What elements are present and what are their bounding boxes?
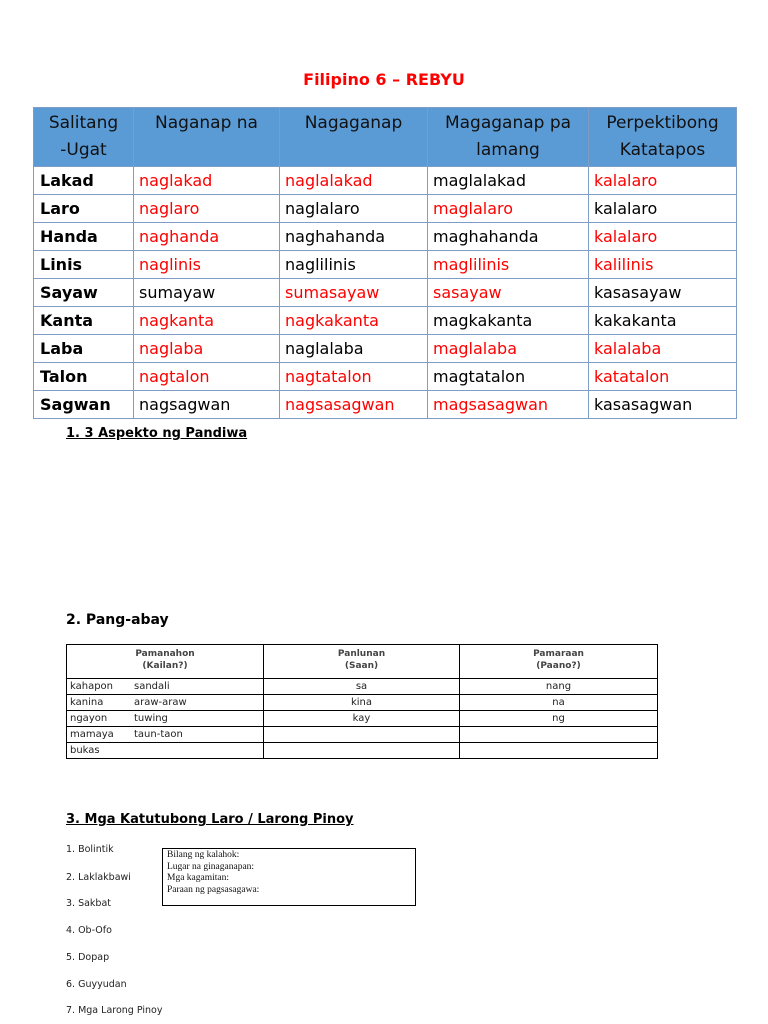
verb-row: [34, 279, 737, 307]
root-word: Handa: [34, 223, 134, 251]
verb-table-header-row: [34, 108, 737, 167]
perpektibo-cell: kalalaro: [589, 167, 737, 195]
section-3-heading: 3. Mga Katutubong Laro / Larong Pinoy: [66, 812, 354, 827]
naganap-cell: naghanda: [134, 223, 280, 251]
verb-aspect-table: [33, 107, 737, 419]
magaganap-cell: maglalakad: [428, 167, 589, 195]
pamaraan-cell: nang: [460, 679, 658, 695]
naganap-cell: naglaro: [134, 195, 280, 223]
header-pamaraan: [460, 645, 658, 679]
pang-abay-row: [67, 695, 658, 711]
naganap-cell: naglinis: [134, 251, 280, 279]
verb-row: [34, 251, 737, 279]
perpektibo-cell: kalalaro: [589, 223, 737, 251]
verb-row: [34, 307, 737, 335]
naganap-cell: nagtalon: [134, 363, 280, 391]
header-magaganap: Magaganap pa lamang: [428, 108, 589, 167]
nagaganap-cell: naghahanda: [280, 223, 428, 251]
panlunan-cell: [264, 727, 460, 743]
page-title: Filipino 6 – REBYU: [303, 70, 465, 89]
header-nagaganap: Nagaganap: [280, 108, 428, 167]
pang-abay-row: [67, 711, 658, 727]
perpektibo-cell: kakakanta: [589, 307, 737, 335]
header-naganap: Naganap na: [134, 108, 280, 167]
header-panlunan: [264, 645, 460, 679]
root-word: Linis: [34, 251, 134, 279]
pamaraan-cell: na: [460, 695, 658, 711]
header-question: (Paano?): [536, 661, 581, 671]
header-question: (Kailan?): [142, 661, 188, 671]
section-2-heading: 2. Pang-abay: [66, 612, 169, 628]
pang-abay-table: [66, 644, 658, 759]
header-name: Pamanahon: [135, 649, 195, 659]
game-info-box: [162, 848, 416, 906]
magaganap-cell: maglalaba: [428, 335, 589, 363]
panlunan-cell: [264, 743, 460, 759]
verb-row: [34, 363, 737, 391]
perpektibo-cell: kasasayaw: [589, 279, 737, 307]
header-name: Pamaraan: [533, 649, 584, 659]
pang-abay-row: [67, 727, 658, 743]
info-line: Mga kagamitan:: [167, 873, 229, 883]
magaganap-cell: magkakanta: [428, 307, 589, 335]
perpektibo-cell: kalalaba: [589, 335, 737, 363]
root-word: Kanta: [34, 307, 134, 335]
naganap-cell: nagkanta: [134, 307, 280, 335]
magaganap-cell: magtatalon: [428, 363, 589, 391]
root-word: Laba: [34, 335, 134, 363]
header-perpektibo: Perpektibong Katatapos: [589, 108, 737, 167]
pamanahon-word: kanina: [70, 697, 104, 708]
perpektibo-cell: kasasagwan: [589, 391, 737, 419]
pang-abay-row: [67, 743, 658, 759]
verb-row: [34, 167, 737, 195]
nagaganap-cell: nagtatalon: [280, 363, 428, 391]
verb-row: [34, 195, 737, 223]
pamanahon-word: sandali: [134, 681, 170, 692]
magaganap-cell: maghahanda: [428, 223, 589, 251]
info-line: Paraan ng pagsasagawa:: [167, 884, 260, 895]
pamanahon-cell: [67, 711, 264, 727]
magaganap-cell: magsasagwan: [428, 391, 589, 419]
perpektibo-cell: katatalon: [589, 363, 737, 391]
root-word: Sayaw: [34, 279, 134, 307]
naganap-cell: naglakad: [134, 167, 280, 195]
info-line: Bilang ng kalahok:: [167, 850, 240, 860]
pamanahon-word: araw-araw: [134, 697, 187, 708]
pang-abay-row: [67, 679, 658, 695]
nagaganap-cell: naglilinis: [280, 251, 428, 279]
nagaganap-cell: naglalakad: [280, 167, 428, 195]
panlunan-cell: sa: [264, 679, 460, 695]
pamanahon-word: ngayon: [70, 713, 108, 724]
pamanahon-word: taun-taon: [134, 729, 183, 740]
game-list-item: 4. Ob-Ofo: [66, 925, 112, 936]
game-list-item: 5. Dopap: [66, 952, 110, 963]
pamanahon-word: mamaya: [70, 729, 114, 740]
naganap-cell: nagsagwan: [134, 391, 280, 419]
pamanahon-cell: [67, 743, 264, 759]
nagaganap-cell: sumasayaw: [280, 279, 428, 307]
magaganap-cell: maglilinis: [428, 251, 589, 279]
root-word: Sagwan: [34, 391, 134, 419]
game-list-item: 3. Sakbat: [66, 898, 112, 909]
pamaraan-cell: [460, 743, 658, 759]
root-word: Laro: [34, 195, 134, 223]
nagaganap-cell: naglalaba: [280, 335, 428, 363]
pamaraan-cell: ng: [460, 711, 658, 727]
header-salitang-ugat: Salitang -Ugat: [34, 108, 134, 167]
pamanahon-cell: [67, 695, 264, 711]
header-question: (Saan): [344, 661, 379, 671]
panlunan-cell: kina: [264, 695, 460, 711]
game-list-item: 2. Laklakbawi: [66, 872, 131, 883]
pamanahon-word: tuwing: [134, 713, 168, 724]
root-word: Lakad: [34, 167, 134, 195]
magaganap-cell: maglalaro: [428, 195, 589, 223]
verb-row: [34, 223, 737, 251]
verb-row: [34, 391, 737, 419]
section-1-heading: 1. 3 Aspekto ng Pandiwa: [66, 426, 248, 441]
header-pamanahon: [67, 645, 264, 679]
magaganap-cell: sasayaw: [428, 279, 589, 307]
pamanahon-cell: [67, 727, 264, 743]
nagaganap-cell: naglalaro: [280, 195, 428, 223]
pang-abay-header-row: [67, 645, 658, 679]
naganap-cell: sumayaw: [134, 279, 280, 307]
nagaganap-cell: nagkakanta: [280, 307, 428, 335]
perpektibo-cell: kalilinis: [589, 251, 737, 279]
header-name: Panlunan: [337, 649, 386, 659]
info-line: Lugar na ginaganapan:: [167, 861, 255, 872]
panlunan-cell: kay: [264, 711, 460, 727]
pamanahon-word: bukas: [70, 745, 100, 756]
perpektibo-cell: kalalaro: [589, 195, 737, 223]
game-list-item: 7. Mga Larong Pinoy: [66, 1005, 163, 1016]
pamanahon-word: kahapon: [70, 681, 114, 692]
nagaganap-cell: nagsasagwan: [280, 391, 428, 419]
naganap-cell: naglaba: [134, 335, 280, 363]
root-word: Talon: [34, 363, 134, 391]
game-list-item: 1. Bolintik: [66, 844, 114, 855]
game-list-item: 6. Guyyudan: [66, 979, 127, 990]
pamanahon-cell: [67, 679, 264, 695]
verb-row: [34, 335, 737, 363]
pamaraan-cell: [460, 727, 658, 743]
